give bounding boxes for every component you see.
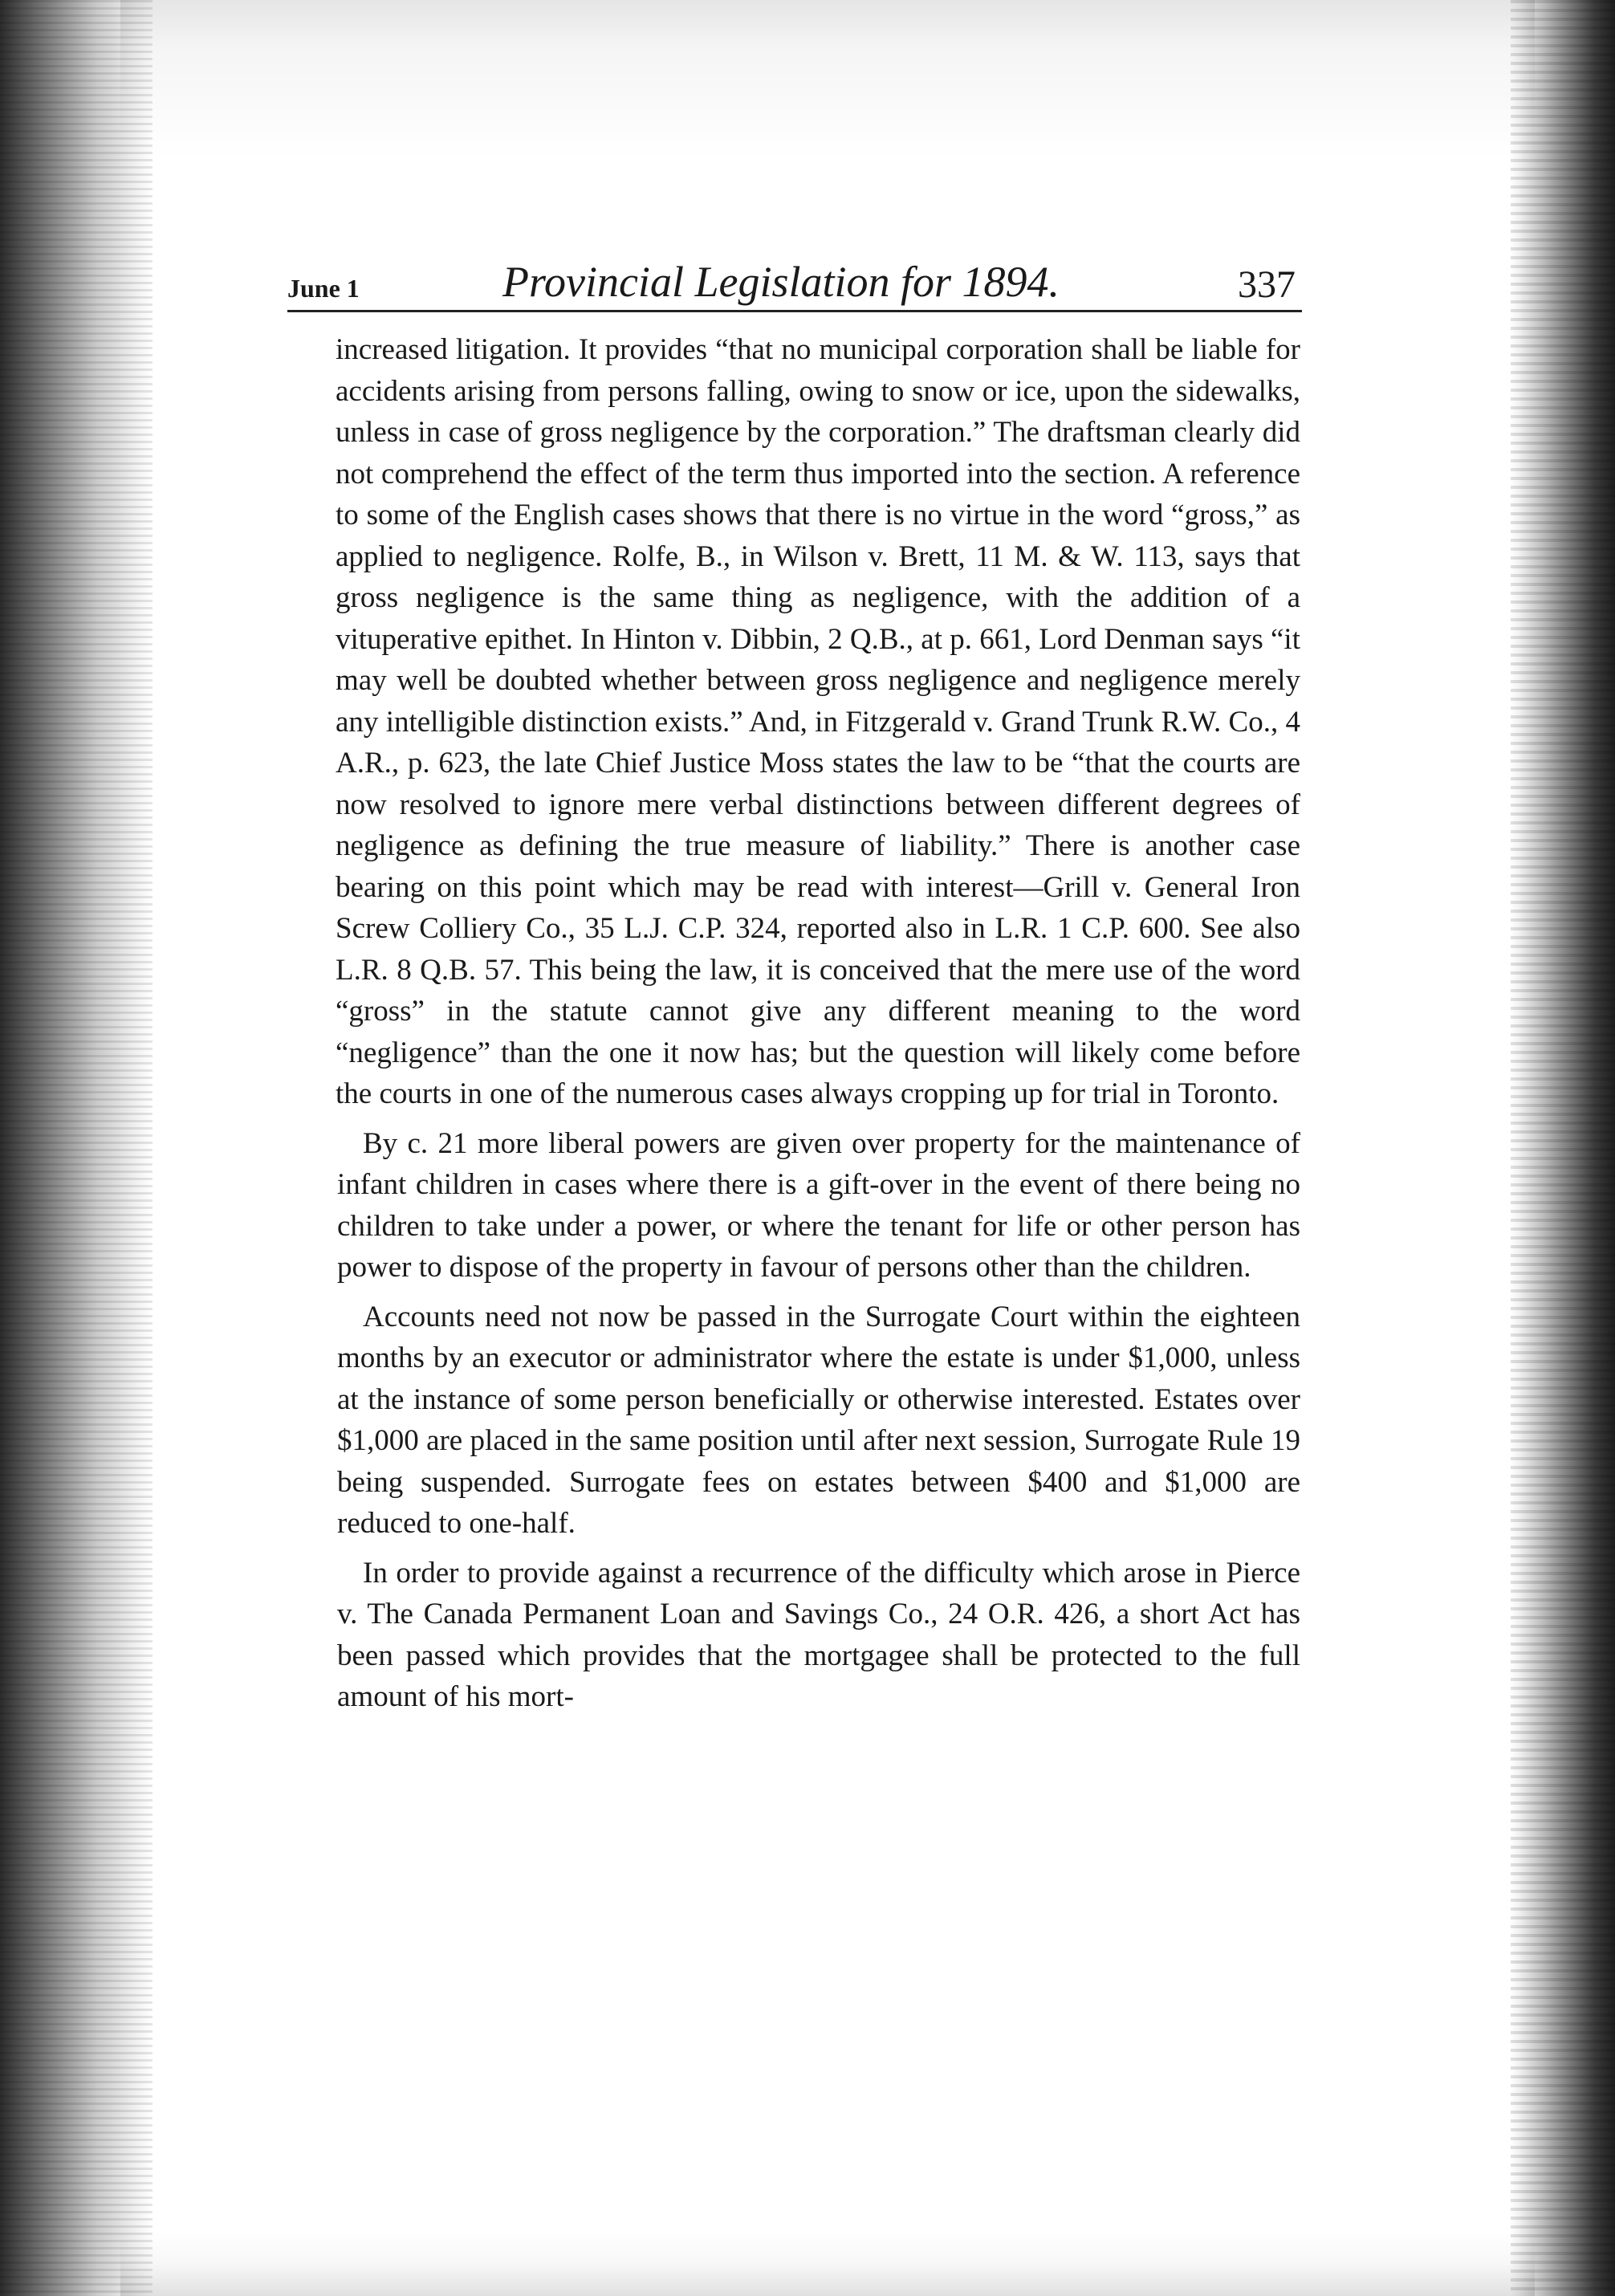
header-rule — [287, 310, 1302, 312]
scan-edge-left — [0, 0, 153, 2296]
paragraph: increased litigation. It provides “that no municipal corporation shall be liable for accidents arising from persons falling, owing to snow or ice, upon the sidewalks, unless in case of gross negligence by the corporation.” The draftsman clearly did not comprehend the effect of the term thus imported into the section. A reference to some of the English cases shows that there is no virtue in the word “gross,” as applied to negligence. Rolfe, B., in Wilson v. Brett, 11 M. & W. 113, says that gross negligence is the same thing as negligence, with the addition of a vituperative epithet. In Hinton v. Dibbin, 2 Q.B., at p. 661, Lord Denman says “it may well be doubted whether between gross negligence and negligence merely any intelligible distinction exists.” And, in Fitzgerald v. Grand Trunk R.W. Co., 4 A.R., p. 623, the late Chief Justice Moss states the law to be “that the courts are now resolved to ignore mere verbal distinctions between different degrees of negligence as defining the true measure of liability.” There is another case bearing on this point which may be read with interest—Grill v. General Iron Screw Colliery Co., 35 L.J. C.P. 324, reported also in L.R. 1 C.P. 600. See also L.R. 8 Q.B. 57. This being the law, it is conceived that the mere use of the word “gross” in the statute cannot give any different meaning to the word “negligence” than the one it now has; but the question will likely come before the courts in one of the numerous cases always cropping up for trial in Toronto. — [336, 333, 1300, 1110]
scan-edge-top — [120, 0, 1535, 209]
scan-edge-bottom — [120, 2232, 1535, 2296]
body-text — [337, 329, 1300, 1718]
paragraph: By c. 21 more liberal powers are given over property for the maintenance of infant children in cases where there is a gift-over in the event of there being no children to take under a power, or where the tenant for life or other person has power to dispose of the property in favour of persons other than the children. — [337, 1126, 1300, 1284]
running-header — [287, 250, 1302, 308]
paragraph: In order to provide against a recurrence of the difficulty which arose in Pierce v. The Canada Permanent Loan and Savings Co., 24 O.R. 426, a short Act has been passed which provides that the mortgagee shall be protected to the full amount of his mort- — [337, 1556, 1300, 1713]
page-number: 337 — [1238, 263, 1296, 306]
running-title: Provincial Legislation for 1894. — [502, 258, 1060, 306]
header-date: June 1 — [287, 274, 360, 303]
paragraph: Accounts need not now be passed in the Surrogate Court within the eighteen months by an executor or administrator where the estate is under $1,000, unless at the instance of some person beneficially or otherwise interested. Estates over $1,000 are placed in the same position until after next session, Surrogate Rule 19 being suspended. Surrogate fees on estates between $400 and $1,000 are reduced to one-half. — [337, 1300, 1300, 1540]
scan-edge-right — [1511, 0, 1615, 2296]
